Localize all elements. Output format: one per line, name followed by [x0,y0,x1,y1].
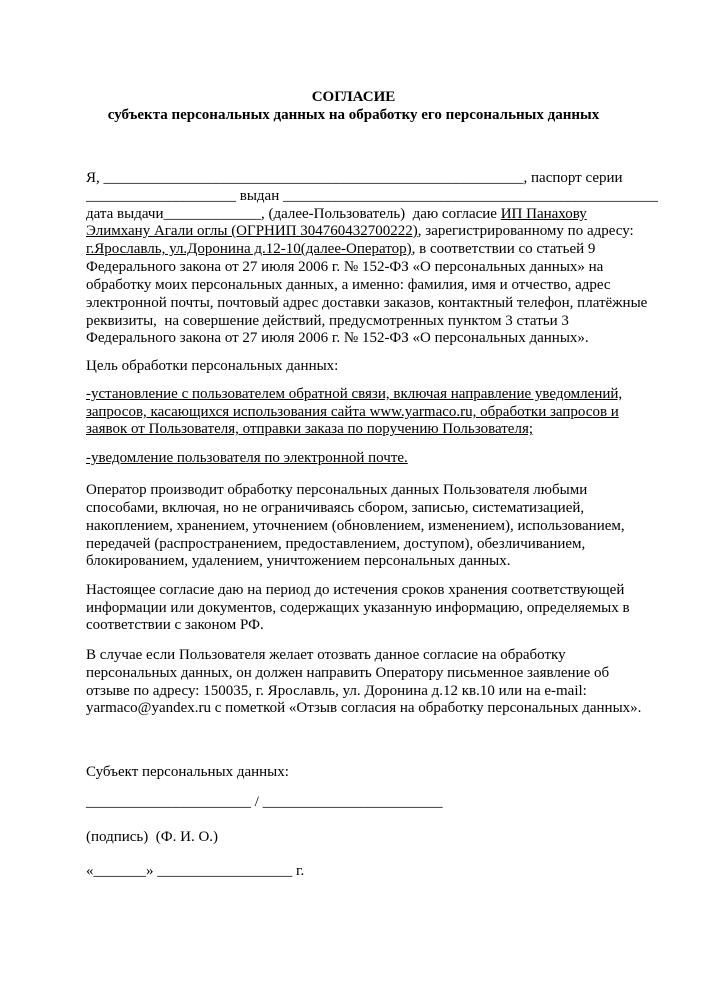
revoke-paragraph-line: персональных данных, он должен направить Оператору письменное заявление об [86,665,610,681]
date-line: «_______» __________________ г. [86,863,305,879]
operator-name: ИП Панахову [500,206,587,222]
purpose-item: заявок от Пользователя, отправки заказа по поручению Пользователя; [86,421,534,437]
intro-line: Я, ________________________________________________________, паспорт серии [86,170,623,186]
document-title: СОГЛАСИЕ [311,89,396,105]
purpose-heading: Цель обработки персональных данных: [86,358,339,374]
processing-paragraph-line: способами, включая, но не ограничиваясь сбором, записью, систематизацией, [86,500,585,516]
revoke-paragraph-line: yarmaco@yandex.ru с пометкой «Отзыв согласия на обработку персональных данных». [86,700,642,716]
intro-line: обработку моих персональных данных, а именно: фамилия, имя и отчество, адрес [86,277,611,293]
purpose-item-email: -уведомление пользователя по электронной почте. [86,450,408,466]
intro-line-5 [86,240,595,258]
period-paragraph-line: Настоящее согласие даю на период до истечения сроков хранения соответствующей [86,582,625,598]
intro-line-4 [86,222,634,240]
law-reference-text: , в соответствии со статьей 9 [411,241,596,257]
signature-caption: (подпись) (Ф. И. О.) [86,829,219,845]
intro-line-3 [86,205,587,223]
registered-text: , зарегистрированному по адресу: [417,223,634,239]
document-subtitle: субъекта персональных данных на обработку его персональных данных [107,107,600,123]
intro-line: Федерального закона от 27 июля 2006 г. № 152-ФЗ «О персональных данных» на [86,259,604,275]
period-paragraph-line: информации или документов, содержащих указанную информацию, определяемых в [86,600,630,616]
consent-given-text: дата выдачи_____________, (далее-Пользователь) даю согласие [86,206,501,222]
processing-paragraph-line: передачей (распространением, предоставлением, доступом), обезличиванием, [86,536,586,552]
operator-name-ogrnip: Элимхану Агали оглы (ОГРНИП 304760432700222) [86,223,418,239]
processing-paragraph-line: накоплением, хранением, уточнением (обновлением, изменением), использованием, [86,518,625,534]
revoke-paragraph-line: В случае если Пользователя желает отозвать данное согласие на обработку [86,647,566,663]
subject-label: Субъект персональных данных: [86,764,289,780]
processing-paragraph-line: блокированием, удалением, уничтожением персональных данных. [86,553,511,569]
purpose-item: -установление с пользователем обратной связи, включая направление уведомлений, [86,386,623,402]
intro-line: Федерального закона от 27 июля 2006 г. № 152-ФЗ «О персональных данных». [86,330,589,346]
intro-line: реквизиты, на совершение действий, предусмотренных пунктом 3 статьи 3 [86,313,569,329]
intro-line: электронной почты, почтовый адрес доставки заказов, контактный телефон, платёжные [86,295,648,311]
purpose-item: запросов, касающихся использования сайта www.yarmaco.ru, обработки запросов и [86,404,619,420]
intro-line: ____________________ выдан __________________________________________________ [86,188,658,204]
period-paragraph-line: соответствии с законом РФ. [86,617,264,633]
operator-address: г.Ярославль, ул.Доронина д.12-10(далее-Оператор) [86,241,412,257]
processing-paragraph-line: Оператор производит обработку персональных данных Пользователя любыми [86,482,588,498]
revoke-paragraph-line: отзыве по адресу: 150035, г. Ярославль, ул. Доронина д.12 кв.10 или на e-mail: [86,683,587,699]
signature-line: ______________________ / ________________________ [86,794,443,810]
